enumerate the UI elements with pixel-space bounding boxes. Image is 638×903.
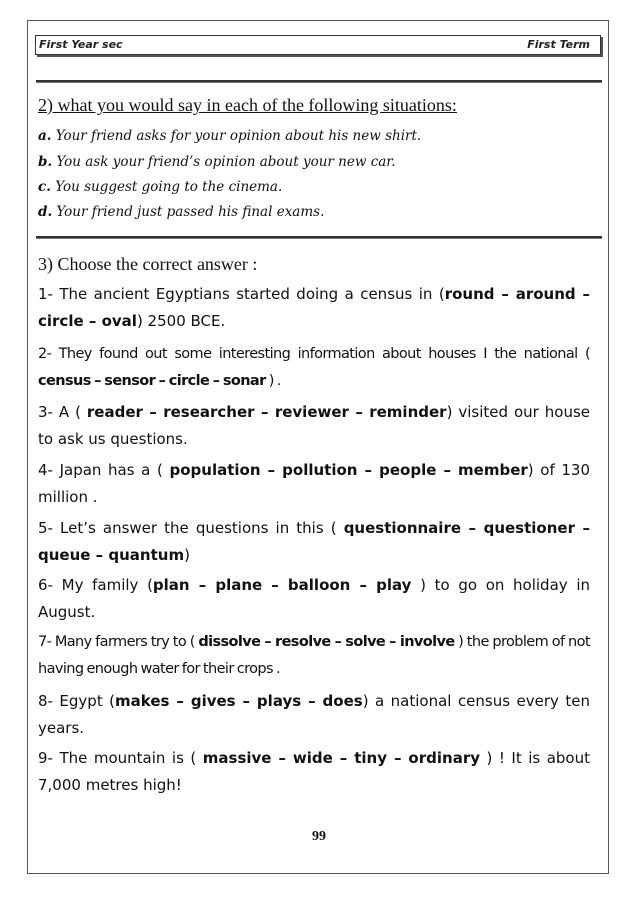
question-4 <box>38 457 590 511</box>
divider <box>36 80 602 83</box>
question-choices: plan – plane – balloon – play <box>152 576 412 594</box>
question-9 <box>38 745 590 799</box>
question-7 <box>38 629 590 683</box>
page-header <box>35 35 601 55</box>
question-text: ) to go on holiday in August. <box>38 576 590 621</box>
question-text: ) . <box>265 373 281 389</box>
situation-text: Your friend just passed his final exams. <box>52 204 325 220</box>
divider <box>36 236 602 239</box>
question-choices: massive – wide – tiny – ordinary <box>202 749 480 767</box>
question-3 <box>38 399 590 453</box>
situation-letter: a. <box>38 128 52 144</box>
header-term: First Term <box>527 38 590 51</box>
situation-letter: b. <box>38 154 53 170</box>
question-choices: round – around – circle – oval <box>38 285 591 330</box>
situation-d <box>38 204 324 220</box>
question-5 <box>38 515 590 569</box>
question-text: 9- The mountain is ( <box>38 749 203 767</box>
question-6 <box>38 572 590 626</box>
question-1 <box>38 281 590 335</box>
situation-a <box>38 128 421 144</box>
question-text: 7- Many farmers try to ( <box>38 634 199 650</box>
question-choices: census – sensor – circle – sonar <box>38 373 266 389</box>
question-text: 1- The ancient Egyptians started doing a census in ( <box>38 285 445 303</box>
situation-c <box>38 179 282 195</box>
section-3-title: 3) Choose the correct answer : <box>38 254 258 274</box>
question-choices: population – pollution – people – member <box>169 461 528 479</box>
question-text: ) <box>184 546 190 564</box>
question-text: ) visited our house to ask us questions. <box>38 403 590 448</box>
situation-letter: d. <box>38 204 53 220</box>
question-text: 3- A ( <box>38 403 87 421</box>
question-2 <box>38 341 590 395</box>
question-text: ) the problem of not having enough water for their crops . <box>38 634 590 677</box>
question-text: 5- Let’s answer the questions in this ( <box>38 519 344 537</box>
question-text: ) of 130 million . <box>38 461 590 506</box>
question-choices: dissolve – resolve – solve – involve <box>198 634 455 650</box>
situation-text: You ask your friend’s opinion about your new car. <box>52 154 396 170</box>
situation-text: You suggest going to the cinema. <box>50 179 283 195</box>
question-text: ) ! It is about 7,000 metres high! <box>38 749 590 794</box>
situation-letter: c. <box>38 179 51 195</box>
situation-text: Your friend asks for your opinion about his new shirt. <box>51 128 422 144</box>
question-choices: makes – gives – plays – does <box>115 692 363 710</box>
question-choices: questionnaire – questioner – queue – quantum <box>38 519 590 564</box>
question-text: 8- Egypt ( <box>38 692 116 710</box>
section-2-title: 2) what you would say in each of the following situations: <box>38 95 457 115</box>
question-text: 2- They found out some interesting information about houses I the national ( <box>38 346 590 362</box>
header-year: First Year sec <box>39 38 123 51</box>
question-text: ) 2500 BCE. <box>136 312 226 330</box>
question-text: ) a national census every ten years. <box>38 692 590 737</box>
situation-b <box>38 154 396 170</box>
question-choices: reader – researcher – reviewer – reminder <box>86 403 447 421</box>
question-text: 6- My family ( <box>38 576 153 594</box>
question-8 <box>38 688 590 742</box>
page-number: 99 <box>312 829 326 844</box>
question-text: 4- Japan has a ( <box>38 461 170 479</box>
